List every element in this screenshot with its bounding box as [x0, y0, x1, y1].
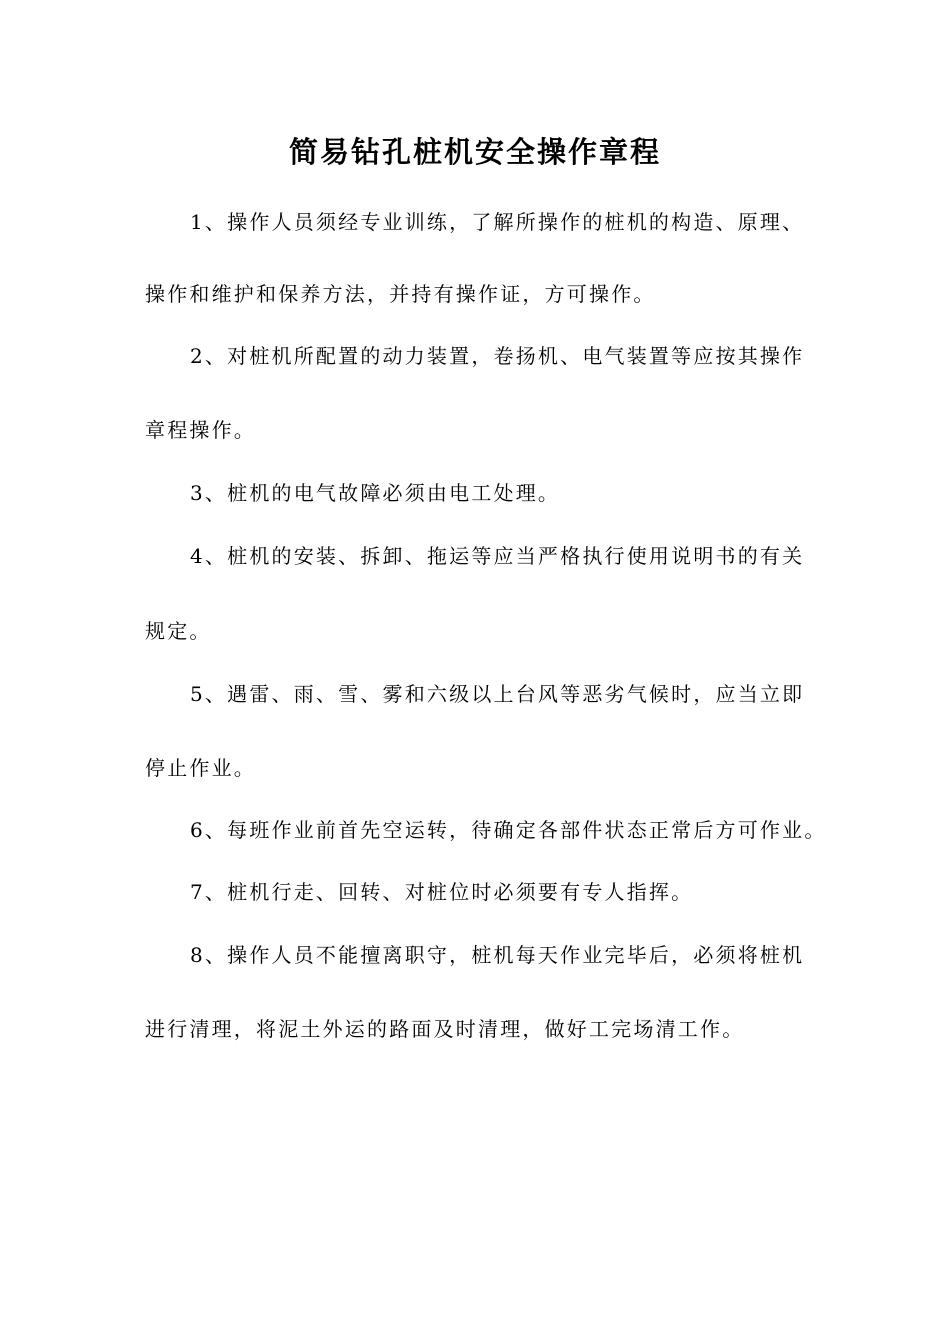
paragraph-1-line-1: 1、操作人员须经专业训练，了解所操作的桩机的构造、原理、 — [190, 210, 805, 234]
paragraph-5-line-2: 停止作业。 — [145, 756, 256, 780]
paragraph-1-line-2: 操作和维护和保养方法，并持有操作证，方可操作。 — [145, 282, 656, 306]
paragraph-5-line-1: 5、遇雷、雨、雪、雾和六级以上台风等恶劣气候时，应当立即 — [190, 682, 805, 706]
paragraph-8-line-2: 进行清理，将泥土外运的路面及时清理，做好工完场清工作。 — [145, 1017, 745, 1041]
paragraph-8-line-1: 8、操作人员不能擅离职守，桩机每天作业完毕后，必须将桩机 — [190, 943, 805, 967]
paragraph-4-line-1: 4、桩机的安装、拆卸、拖运等应当严格执行使用说明书的有关 — [190, 544, 805, 568]
paragraph-7-line-1: 7、桩机行走、回转、对桩位时必须要有专人指挥。 — [190, 880, 694, 904]
document-title: 简易钻孔桩机安全操作章程 — [288, 135, 661, 169]
paragraph-2-line-1: 2、对桩机所配置的动力装置，卷扬机、电气装置等应按其操作 — [190, 344, 805, 368]
paragraph-6-line-1: 6、每班作业前首先空运转，待确定各部件状态正常后方可作业。 — [190, 818, 827, 842]
paragraph-4-line-2: 规定。 — [145, 619, 212, 643]
paragraph-2-line-2: 章程操作。 — [145, 418, 256, 442]
paragraph-3-line-1: 3、桩机的电气故障必须由电工处理。 — [190, 481, 561, 505]
